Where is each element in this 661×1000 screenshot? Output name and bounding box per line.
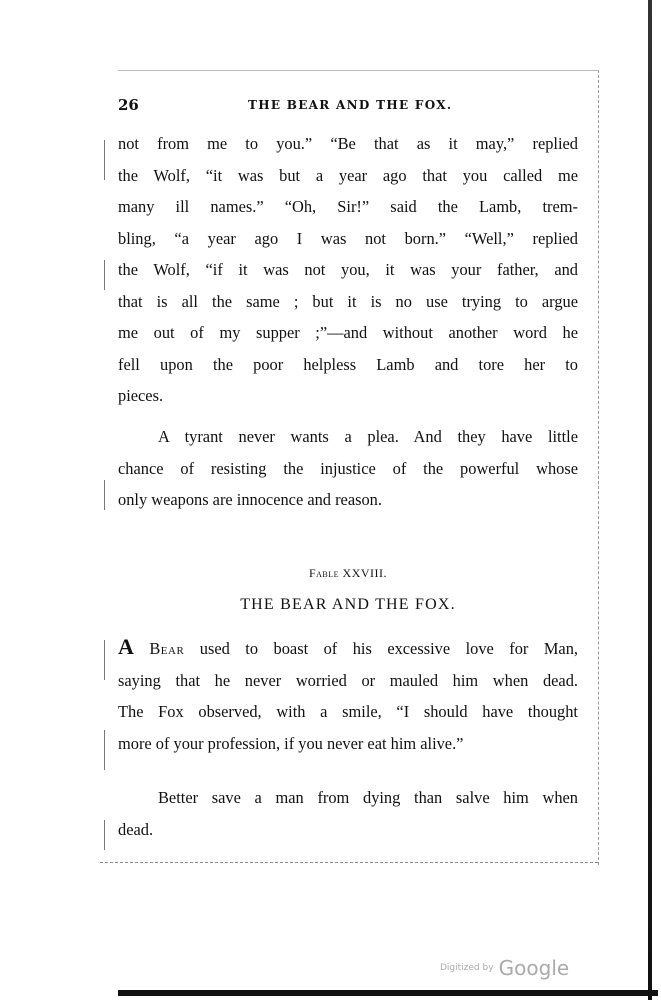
moral-line: only weapons are innocence and reason. — [118, 490, 382, 509]
moral-line: A tyrant never wants a plea. And they have little — [158, 427, 578, 446]
page-right-edge — [598, 70, 599, 865]
fable-body — [118, 631, 578, 759]
book-spine-edge — [648, 0, 652, 1000]
page-top-rule — [118, 70, 598, 71]
margin-mark — [104, 730, 105, 770]
text-line: many ill names.” “Oh, Sir!” said the Lamb, trem- — [118, 197, 578, 216]
text-line: that is all the same ; but it is no use trying to argue — [118, 291, 578, 311]
moral-line: Better save a man from dying than salve him when — [158, 788, 578, 807]
moral-line: dead. — [118, 819, 154, 839]
text-line: not from me to you.” “Be that as it may,” replied — [118, 134, 578, 153]
fable-title: THE BEAR AND THE FOX. — [240, 596, 456, 613]
page-header — [118, 96, 578, 116]
moral-line: chance of resisting the injustice of the powerful whose — [118, 458, 578, 478]
text-line: me out of my supper ;”—and without another word he — [118, 323, 578, 342]
previous-fable-ending — [118, 128, 578, 412]
previous-fable-moral — [118, 421, 578, 516]
first-line-rest: used to boast of his excessive love for Man, — [199, 639, 579, 658]
running-head: THE BEAR AND THE FOX. — [248, 98, 453, 112]
text-line: bling, “a year ago I was not born.” “Well,” replied — [118, 228, 578, 248]
margin-mark — [104, 260, 105, 290]
text-line: The Fox observed, with a smile, “I should have thought — [118, 702, 578, 721]
first-word: Bear — [149, 639, 185, 658]
text-line: saying that he never worried or mauled him when dead. — [118, 670, 578, 690]
watermark-prefix: Digitized by — [440, 963, 494, 973]
text-line — [118, 631, 578, 665]
digitization-watermark — [440, 956, 569, 980]
page-bottom-edge — [118, 990, 658, 996]
margin-mark — [104, 480, 105, 510]
text-line: fell upon the poor helpless Lamb and tore her to — [118, 354, 578, 374]
text-line: pieces. — [118, 386, 164, 405]
text-line: the Wolf, “it was but a year ago that you called me — [118, 165, 578, 185]
margin-mark — [104, 640, 105, 680]
drop-cap: A — [118, 634, 134, 659]
margin-mark — [104, 140, 105, 180]
fable-number-label: Fable XXVIII. — [308, 566, 388, 580]
page-number: 26 — [118, 96, 139, 114]
fable-moral — [118, 782, 578, 845]
page-bottom-rule — [100, 862, 598, 863]
watermark-brand: Google — [498, 956, 570, 980]
margin-mark — [104, 820, 105, 850]
text-line: more of your profession, if you never eat him alive.” — [118, 733, 464, 753]
text-line: the Wolf, “if it was not you, it was your father, and — [118, 260, 578, 279]
